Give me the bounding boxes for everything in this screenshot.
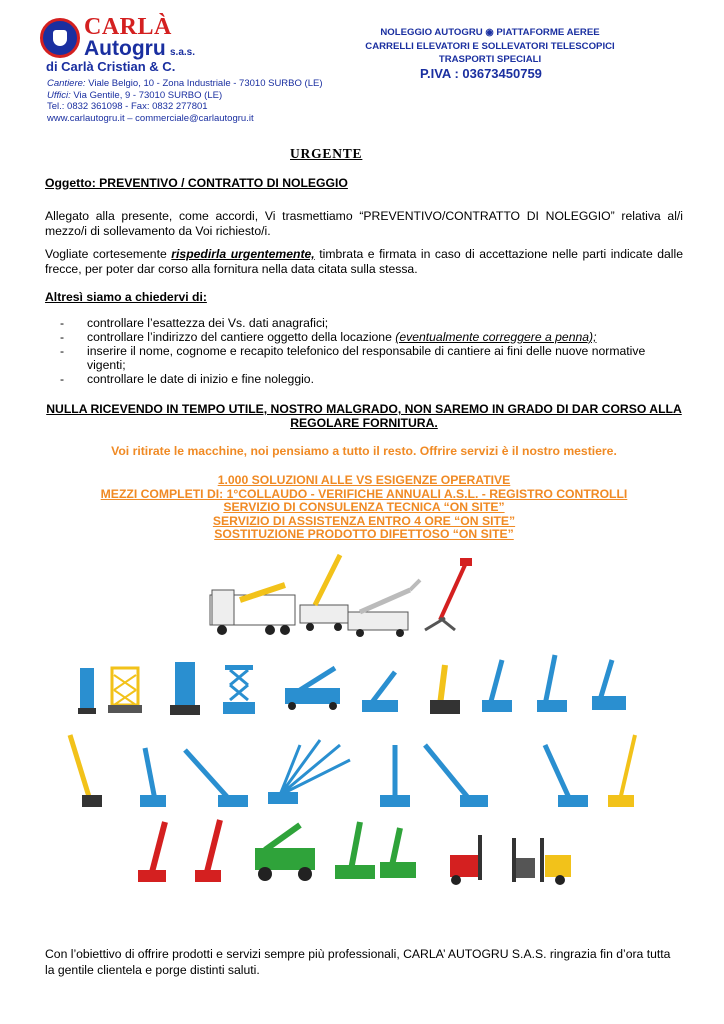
subject-line: Oggetto: PREVENTIVO / CONTRATTO DI NOLEGGIO bbox=[45, 176, 348, 190]
phone-fax: Tel.: 0832 361098 - Fax: 0832 277801 bbox=[47, 101, 208, 112]
service-item: 1.000 SOLUZIONI ALLE VS ESIGENZE OPERATIVE bbox=[217, 473, 511, 487]
paragraph-request bbox=[45, 247, 683, 277]
articulated-boom-icon bbox=[285, 668, 340, 710]
forklift-icon bbox=[450, 835, 482, 885]
telehandler-icon bbox=[195, 820, 221, 882]
urgent-title: URGENTE bbox=[290, 146, 363, 161]
list-item bbox=[60, 330, 680, 344]
telehandler-icon bbox=[138, 822, 166, 882]
articulated-boom-icon bbox=[592, 660, 626, 710]
service-item: SOSTITUZIONE PRODOTTO DIFETTOSO “ON SITE” bbox=[214, 527, 514, 541]
request-text-a: Vogliate cortesemente bbox=[45, 247, 172, 261]
list-item-note: (eventualmente correggere a penna); bbox=[395, 330, 597, 344]
telescopic-boom-icon bbox=[140, 748, 166, 807]
telehandler-icon bbox=[335, 822, 375, 879]
service-line: CARRELLI ELEVATORI E SOLLEVATORI TELESCOPICI bbox=[365, 40, 615, 52]
forklift-icon bbox=[540, 838, 571, 885]
list-item: - inserire il nome, cognome e recapito telefonico del responsabile di cantiere ai fini delle nuove normative vigenti; bbox=[60, 344, 680, 372]
logo-name: CARLÀ bbox=[84, 14, 172, 40]
logo-subtitle: di Carlà Cristian & C. bbox=[46, 59, 176, 74]
telescopic-boom-icon bbox=[545, 745, 588, 807]
telescopic-boom-icon bbox=[425, 745, 488, 807]
slogan: Voi ritirate le macchine, noi pensiamo a tutto il resto. Offrire servizi è il nostro mestiere. bbox=[111, 444, 617, 458]
uffici-address: Via Gentile, 9 - 73010 SURBO (LE) bbox=[70, 89, 223, 101]
website-email[interactable]: www.carlautogru.it – commerciale@carlautogru.it bbox=[47, 112, 254, 124]
truck-crane-icon bbox=[210, 585, 295, 635]
services-header bbox=[340, 26, 640, 67]
telescopic-boom-icon bbox=[185, 750, 248, 807]
spider-lift-icon bbox=[425, 558, 472, 630]
scissor-lift-icon bbox=[78, 668, 96, 714]
request-text-c: timbrata e firmata in caso di accettazione nelle parti indicate dalle frecce, per poter dar corso alla fornitura nella data citata sulla stessa. bbox=[45, 247, 684, 276]
scissor-lift-icon bbox=[170, 662, 200, 715]
company-logo bbox=[40, 14, 200, 74]
checklist bbox=[60, 316, 680, 386]
logo-suffix: s.a.s. bbox=[170, 47, 196, 58]
list-item: - controllare le date di inizio e fine noleggio. bbox=[60, 372, 680, 386]
articulated-boom-icon bbox=[537, 655, 567, 712]
telescopic-boom-icon bbox=[70, 735, 102, 807]
services-list bbox=[45, 474, 683, 542]
truck-boom-icon bbox=[300, 555, 348, 631]
scissor-lift-icon bbox=[108, 668, 142, 713]
forklift-icon bbox=[512, 838, 535, 882]
vat-number: P.IVA : 03673450759 bbox=[420, 66, 542, 81]
articulated-boom-icon bbox=[482, 660, 512, 712]
closing-paragraph: Con l’obiettivo di offrire prodotti e servizi sempre più professionali, CARLA’ AUTOGRU S.A.S. ringrazia fin d’ora tutta la gentile clientela e porge distinti saluti. bbox=[45, 947, 671, 977]
warning-notice: NULLA RICEVENDO IN TEMPO UTILE, NOSTRO MALGRADO, NON SAREMO IN GRADO DI DAR CORSO ALLA REGOLARE FORNITURA. bbox=[46, 402, 682, 430]
service-line: TRASPORTI SPECIALI bbox=[438, 54, 542, 65]
uffici-label: Uffici: bbox=[47, 89, 71, 101]
truck-platform-icon bbox=[348, 580, 420, 637]
service-item: SERVIZIO DI ASSISTENZA ENTRO 4 ORE “ON SITE” bbox=[212, 513, 516, 528]
telehandler-icon bbox=[255, 825, 315, 881]
service-item: SERVIZIO DI CONSULENZA TECNICA “ON SITE” bbox=[223, 500, 505, 514]
company-address bbox=[47, 78, 322, 124]
list-item: - controllare l’esattezza dei Vs. dati anagrafici; bbox=[60, 316, 680, 330]
logo-autogru: Autogru bbox=[84, 37, 166, 60]
paragraph-attachment: Allegato alla presente, come accordi, Vi trasmettiamo “PREVENTIVO/CONTRATTO DI NOLEGGIO” relativa al/i mezzo/i di sollevamento da Voi richiesto/i. bbox=[45, 209, 683, 238]
service-item: MEZZI COMPLETI DI: 1°COLLAUDO - VERIFICHE ANNUALI A.S.L. - REGISTRO CONTROLLI bbox=[100, 486, 628, 501]
crane-hook-icon bbox=[40, 18, 80, 58]
articulated-boom-icon bbox=[430, 665, 460, 714]
telescopic-boom-icon bbox=[268, 740, 350, 804]
telehandler-icon bbox=[380, 828, 416, 878]
telescopic-boom-icon bbox=[380, 745, 410, 807]
cantiere-label: Cantiere: bbox=[47, 78, 86, 89]
list-item-text: controllare l’indirizzo del cantiere oggetto della locazione bbox=[87, 330, 396, 344]
service-line: NOLEGGIO AUTOGRU ◉ PIATTAFORME AEREE bbox=[380, 27, 600, 38]
checklist-heading: Altresì siamo a chiedervi di: bbox=[45, 290, 207, 304]
cantiere-address: Viale Belgio, 10 - Zona Industriale - 73010 SURBO (LE) bbox=[85, 78, 323, 89]
articulated-boom-icon bbox=[362, 672, 398, 712]
scissor-lift-icon bbox=[223, 665, 255, 714]
request-emphasis: rispedirla urgentemente, bbox=[171, 247, 315, 261]
telescopic-boom-icon bbox=[608, 735, 635, 807]
